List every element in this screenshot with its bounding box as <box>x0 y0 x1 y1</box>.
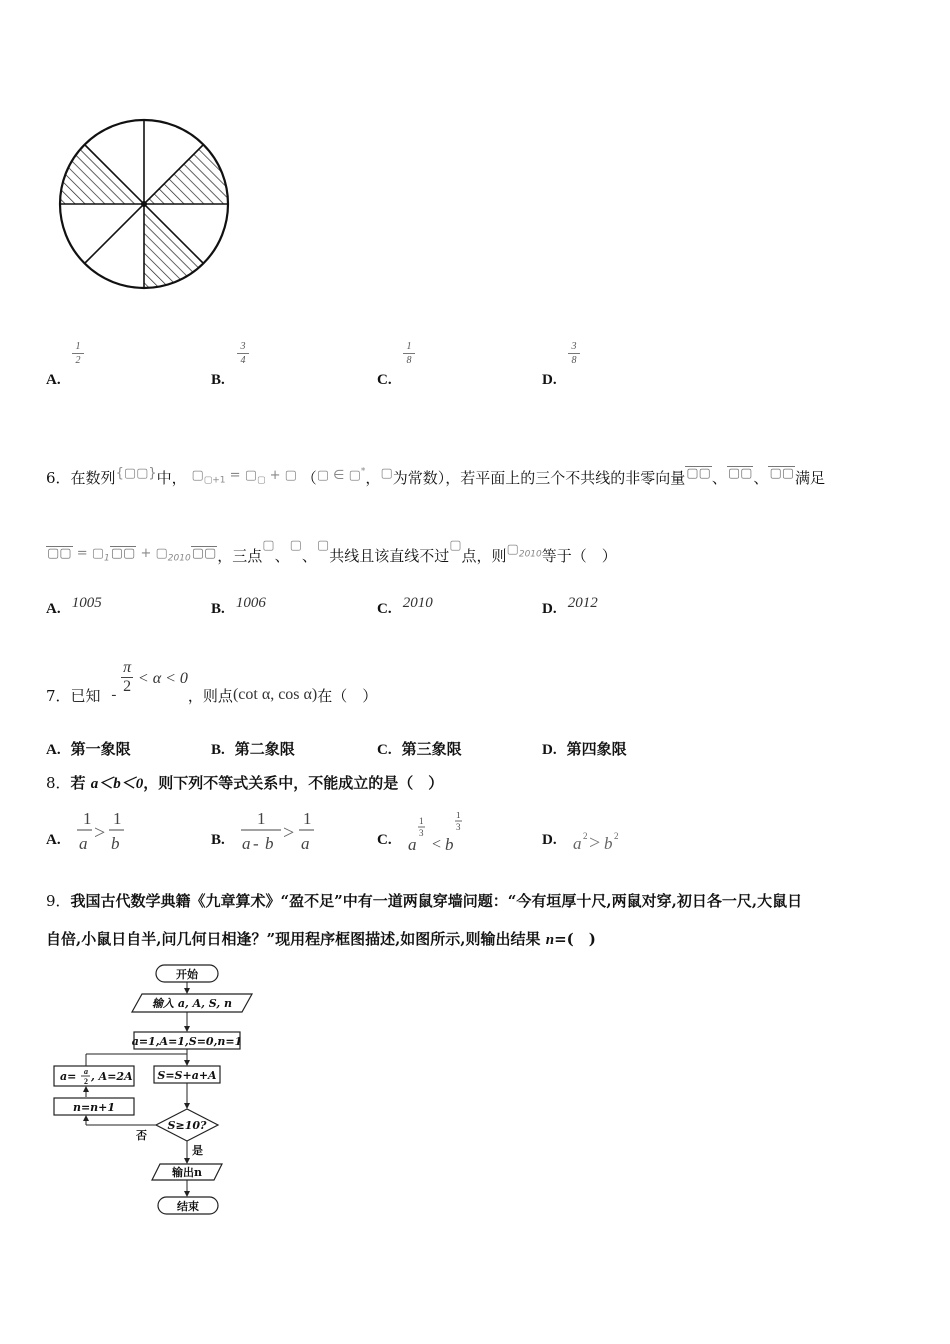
sequence-symbol: {▢▢} <box>115 466 157 481</box>
recurrence-formula: $▢_{▢+1}$ = $▢_▢$ + ▢ <box>191 468 297 486</box>
q7-option-d[interactable]: D. 第四象限 <box>542 740 627 758</box>
hatched-sector-lower <box>144 204 203 288</box>
q7-option-c[interactable]: C. 第三象限 <box>377 740 462 758</box>
svg-text:>: > <box>283 822 295 844</box>
q7-line: 7．已知 - $\frac{\pi}{2}$ < α < 0，则点(cot α, cos α)在（ ） <box>46 659 378 705</box>
question-number: 7． <box>46 686 71 705</box>
question-number: 8． <box>46 774 71 792</box>
q6-option-c[interactable]: C. 2010 <box>377 595 433 617</box>
q7-option-b[interactable]: B. 第二象限 <box>211 740 295 758</box>
svg-text:a: a <box>242 834 251 853</box>
svg-text:2: 2 <box>614 831 619 841</box>
svg-text:1: 1 <box>113 809 122 828</box>
svg-text:>: > <box>589 832 601 854</box>
svg-text:b: b <box>265 834 274 853</box>
circle-sectors-figure <box>56 116 232 292</box>
vector-equation: ▢▢ = $▢_1▢▢$ + $▢_{2010}▢▢$ <box>47 546 217 564</box>
svg-text:1: 1 <box>257 809 266 828</box>
flowchart <box>44 958 264 1220</box>
option-letter: A. <box>46 372 61 388</box>
option-letter: C. <box>377 372 392 388</box>
vector-1: ▢▢ <box>686 466 711 481</box>
flow-output-label: 输出n <box>172 1166 202 1179</box>
svg-text:a: a <box>84 1067 88 1076</box>
svg-text:b: b <box>445 835 454 854</box>
question-number: 6． <box>46 469 71 487</box>
flow-increment-label: n=n+1 <box>72 1101 116 1114</box>
svg-text:a=: a= <box>60 1070 77 1083</box>
q6-line2: ▢▢ = $▢_1▢▢$ + $▢_{2010}▢▢$，三点▢、▢、▢共线且该直线不过▢点，则$▢_{2010}$等于（ ） <box>47 538 617 565</box>
a2010-symbol: $▢_{2010}$ <box>506 542 542 560</box>
flow-end-label: 结束 <box>177 1200 199 1213</box>
inequality-c <box>405 812 505 858</box>
svg-text:b: b <box>604 834 613 853</box>
svg-text:>: > <box>94 822 106 844</box>
inequality-d <box>570 820 650 854</box>
svg-text:-: - <box>253 834 259 853</box>
svg-text:b: b <box>111 834 120 853</box>
q7-option-a[interactable]: A. 第一象限 <box>46 740 131 758</box>
q8-line: 8．若 a＜b＜0，则下列不等式关系中，不能成立的是（ ） <box>46 774 444 792</box>
flow-start-label: 开始 <box>176 968 198 981</box>
svg-text:2: 2 <box>583 831 588 841</box>
svg-text:a: a <box>408 835 417 854</box>
svg-text:a: a <box>301 834 310 853</box>
q6-line1: 6．在数列{▢▢}中， $▢_{▢+1}$ = $▢_▢$ + ▢ （▢ ∈ ▢*，▢为常数），若平面上的三个不共线的非零向量▢▢、▢▢、▢▢满足 <box>46 466 826 487</box>
inequality-a <box>74 806 174 854</box>
svg-text:2: 2 <box>84 1077 88 1086</box>
vector-3: ▢▢ <box>769 466 795 481</box>
svg-text:a: a <box>79 834 88 853</box>
flow-yes-label: 是 <box>192 1144 203 1157</box>
flow-update-s-label: S=S+a+A <box>157 1069 217 1082</box>
vector-2: ▢▢ <box>727 466 753 481</box>
option-letter: D. <box>542 372 557 388</box>
svg-text:<: < <box>432 836 442 853</box>
q9-line2: 自倍,小鼠日自半,问几何日相逢？”现用程序框图描述,如图所示,则输出结果 n=( ) <box>46 930 596 948</box>
flow-no-label: 否 <box>136 1129 147 1142</box>
flow-input-label: 输入 a, A, S, n <box>151 997 233 1010</box>
svg-text:a: a <box>573 834 582 853</box>
condition-fraction: $\frac{\pi}{2}$ <box>123 659 132 695</box>
q9-line1: 9．我国古代数学典籍《九章算术》“盈不足”中有一道两鼠穿墙问题：“今有垣厚十尺,两鼠对穿,初日各一尺,大鼠日 <box>46 892 803 910</box>
domain-formula: ▢ ∈ ▢* <box>316 466 366 483</box>
svg-text:, A=2A: , A=2A <box>91 1070 133 1083</box>
svg-text:1: 1 <box>419 816 424 826</box>
q6-option-a[interactable]: A. 1005 <box>46 595 102 617</box>
question-number: 9． <box>46 892 71 910</box>
svg-text:1: 1 <box>456 812 461 820</box>
hatched-sector-upper-right <box>144 145 228 204</box>
flow-init-label: a=1,A=1,S=0,n=1 <box>131 1035 243 1048</box>
q6-option-d[interactable]: D. 2012 <box>542 595 598 617</box>
flow-decision-label: S≥10? <box>167 1119 207 1132</box>
inequality-b <box>239 806 349 854</box>
svg-text:3: 3 <box>419 828 424 838</box>
hatched-sector-upper-left <box>60 145 144 204</box>
svg-text:3: 3 <box>456 822 461 832</box>
svg-text:1: 1 <box>303 809 312 828</box>
q6-option-b[interactable]: B. 1006 <box>211 595 266 617</box>
svg-text:1: 1 <box>83 809 92 828</box>
option-letter: B. <box>211 372 225 388</box>
